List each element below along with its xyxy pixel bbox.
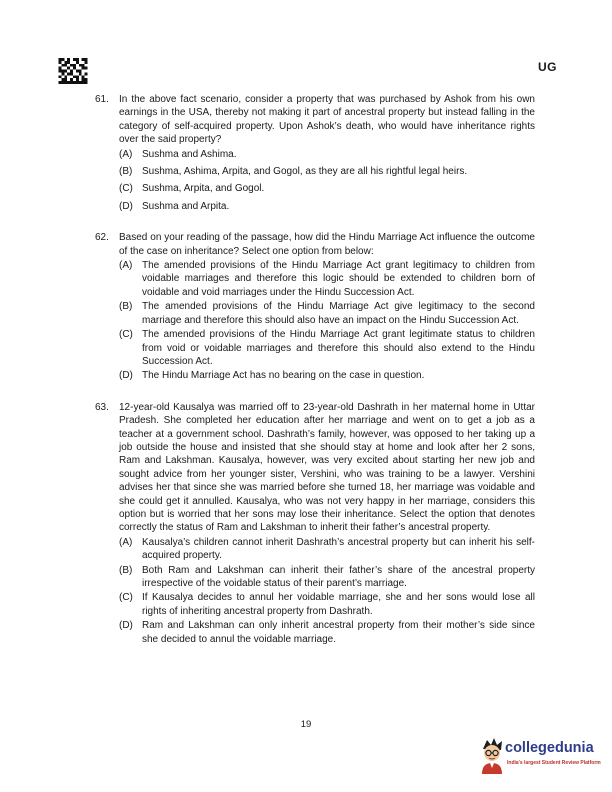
option-text: Sushma, Ashima, Arpita, and Gogol, as they are all his rightful legal heirs. (142, 166, 468, 178)
option-text: Kausalya’s children cannot inherit Dashrath’s ancestral property but can inherit his self-acquired property. (142, 536, 535, 562)
page-number: 19 (300, 719, 312, 730)
option-label: (A) (119, 148, 133, 160)
option-label: (C) (119, 183, 133, 195)
option-text: Sushma, Arpita, and Gogol. (142, 183, 265, 195)
option-text: Sushma and Ashima. (142, 148, 237, 160)
question-63 (95, 401, 535, 646)
question-62 (95, 231, 535, 382)
question-text: 12-year-old Kausalya was married off to 23-year-old Dashrath in her maternal home in Uttar Pradesh. She completed her education after her marriage and went on to get a job as a teacher at a government school. Dashrath’s family, however, was opposed to her taking up a job outside the house and insisted that she should stay at home and look after her 2 sons, Ram and Lakshman. Kausalya, however, was very excited about starting her new job and sought advice from her younger sister, Vershini, who was training to be a lawyer. Vershini advises her that since she was married before she turned 18, her marriage was voidable and she could get it annulled. Kausalya, who was not very happy in her marriage, considers this option but is worried that her sons may lose their inheritance. Select the option that denotes correctly the status of Ram and Lakshman to inherit their father’s ancestral property. (119, 401, 535, 534)
option-text: Sushma and Arpita. (142, 200, 230, 212)
question-number: 63. (95, 401, 109, 413)
option-text: Both Ram and Lakshman can inherit their father’s share of the ancestral property irrespective of the voidable status of their parent’s marriage. (142, 564, 535, 589)
option-text: If Kausalya decides to annul her voidable marriage, she and her sons would lose all rights of inheriting ancestral property from Dashrath. (142, 592, 535, 617)
question-61 (95, 93, 535, 213)
option-d (119, 619, 535, 646)
question-text: Based on your reading of the passage, how did the Hindu Marriage Act influence the outcome of the case on inheritance? Select one option from below: (119, 232, 535, 257)
option-text: The amended provisions of the Hindu Marriage Act give legitimacy to the second marriage and therefore this should also have an impact on the Hindu Succession Act. (142, 301, 535, 326)
option-label: (B) (119, 166, 133, 178)
brand-tagline: India's largest Student Review Platform (507, 760, 601, 766)
option-c (119, 591, 535, 618)
option-c (119, 328, 535, 368)
option-label: (A) (119, 260, 133, 272)
brand-name: collegedunia (505, 740, 594, 756)
student-mascot-icon (478, 737, 506, 775)
option-label: (A) (119, 536, 133, 548)
option-label: (C) (119, 592, 133, 604)
option-text: The Hindu Marriage Act has no bearing on the case in question. (142, 370, 425, 382)
brand-watermark (478, 737, 604, 777)
option-c (119, 182, 535, 195)
option-text: The amended provisions of the Hindu Marriage Act grant legitimacy to children from voidable marriages and therefore this logic should be extended to children born of voidable and void marriages under the Hindu Succession Act. (142, 260, 535, 298)
option-label: (C) (119, 329, 133, 341)
question-text: In the above fact scenario, consider a property that was purchased by Ashok from his own earnings in the USA, thereby not making it part of ancestral property but instead falling in the category of self-acquired property. Upon Ashok’s death, who would have inheritance rights over the said property? (119, 94, 535, 146)
option-label: (D) (119, 620, 133, 632)
option-text: The amended provisions of the Hindu Marriage Act grant legitimate status to children from void or voidable marriages and therefore this should also extend to the Hindu Succession Act. (142, 329, 535, 367)
option-label: (B) (119, 301, 133, 313)
option-a (119, 259, 535, 299)
option-text: Ram and Lakshman can only inherit ancestral property from their mother’s side since she decided to annul the voidable marriage. (142, 620, 535, 645)
option-a (119, 148, 535, 161)
paper-code: UG (538, 60, 557, 74)
question-number: 62. (95, 232, 109, 244)
question-number: 61. (95, 94, 109, 105)
option-b (119, 300, 535, 327)
option-a (119, 536, 535, 563)
option-label: (B) (119, 564, 133, 576)
option-list (119, 536, 535, 646)
option-d (119, 369, 535, 382)
option-list (119, 148, 535, 214)
option-label: (D) (119, 370, 133, 382)
question-list (95, 93, 535, 664)
qr-code-icon (58, 58, 88, 84)
option-label: (D) (119, 200, 133, 212)
option-d (119, 200, 535, 213)
option-b (119, 564, 535, 591)
option-b (119, 165, 535, 178)
option-list (119, 259, 535, 383)
